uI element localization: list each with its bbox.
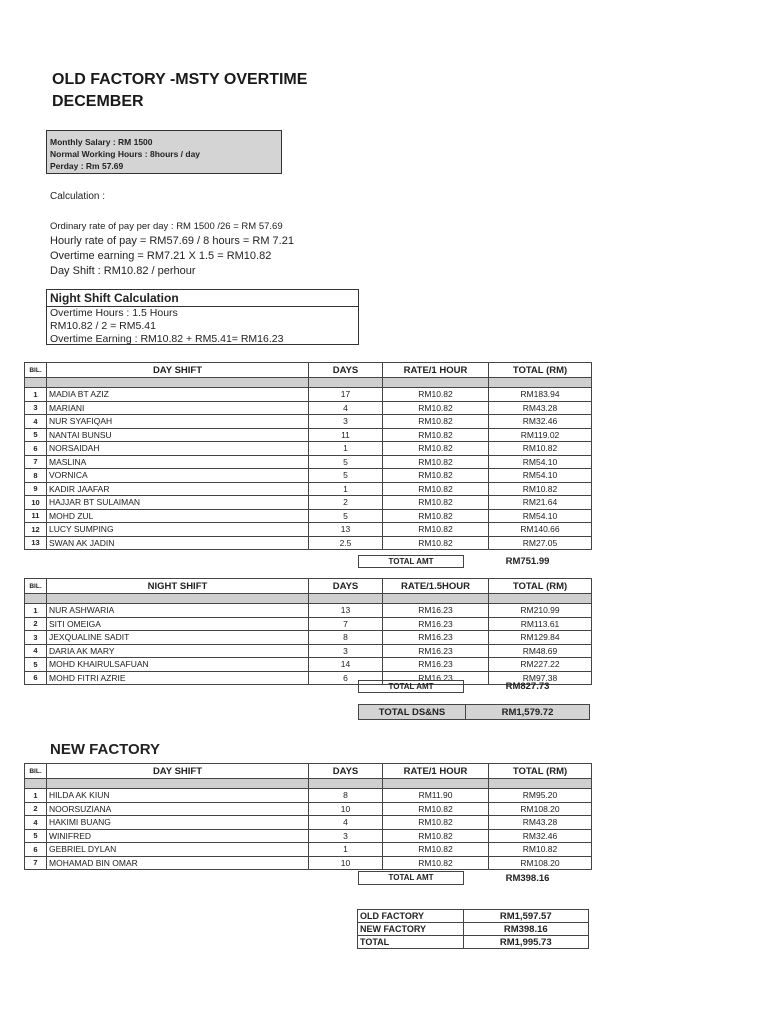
days-cell: 5: [309, 509, 383, 523]
name-cell: VORNICA: [47, 469, 309, 483]
total-ds-ns-value: RM1,579.72: [501, 706, 554, 718]
night-calc-line: Overtime Earning : RM10.82 + RM5.41= RM16.23: [50, 333, 284, 345]
salary-line: Normal Working Hours : 8hours / day: [50, 149, 201, 159]
summary-label: OLD FACTORY: [358, 910, 464, 923]
table-header-row: [25, 579, 592, 594]
rate-cell: RM10.82: [383, 401, 489, 415]
column-header: DAYS: [309, 579, 383, 594]
name-cell: LUCY SUMPING: [47, 523, 309, 537]
column-header: RATE/1 HOUR: [383, 764, 489, 779]
name-cell: HAKIMI BUANG: [47, 816, 309, 830]
rate-cell: RM10.82: [383, 415, 489, 429]
calc-line: Overtime earning = RM7.21 X 1.5 = RM10.82: [50, 250, 272, 262]
old-day-total-label: TOTAL AMT: [358, 555, 464, 568]
table-row: [25, 789, 592, 803]
table-row: [25, 469, 592, 483]
days-cell: 3: [309, 644, 383, 658]
rate-cell: RM10.82: [383, 843, 489, 857]
bil-cell: 11: [25, 509, 47, 523]
shade-cell: [25, 779, 47, 789]
days-cell: 3: [309, 415, 383, 429]
bil-cell: 4: [25, 816, 47, 830]
column-header: DAYS: [309, 363, 383, 378]
salary-line: Monthly Salary : RM 1500: [50, 137, 153, 147]
new-factory-total-value: RM398.16: [505, 873, 550, 884]
total-cell: RM10.82: [489, 843, 592, 857]
summary-value: RM1,597.57: [463, 910, 588, 923]
rate-cell: RM10.82: [383, 509, 489, 523]
bil-cell: 10: [25, 496, 47, 510]
total-cell: RM10.82: [489, 442, 592, 456]
total-cell: RM108.20: [489, 802, 592, 816]
name-cell: HILDA AK KIUN: [47, 789, 309, 803]
salary-info-box: [46, 130, 282, 174]
bil-cell: 6: [25, 843, 47, 857]
days-cell: 1: [309, 482, 383, 496]
old-night-shift-table: [24, 578, 592, 685]
rate-cell: RM16.23: [383, 631, 489, 645]
days-cell: 5: [309, 455, 383, 469]
column-header: TOTAL (RM): [489, 764, 592, 779]
total-cell: RM210.99: [489, 604, 592, 618]
total-cell: RM108.20: [489, 856, 592, 870]
bil-cell: 2: [25, 617, 47, 631]
total-cell: RM227.22: [489, 658, 592, 672]
shade-cell: [309, 594, 383, 604]
rate-cell: RM10.82: [383, 536, 489, 550]
calc-line: Ordinary rate of pay per day : RM 1500 /26 = RM 57.69: [50, 221, 283, 232]
days-cell: 2: [309, 496, 383, 510]
days-cell: 13: [309, 604, 383, 618]
bil-cell: 9: [25, 482, 47, 496]
new-factory-table: [24, 763, 592, 870]
name-cell: MOHAMAD BIN OMAR: [47, 856, 309, 870]
table-row: [25, 442, 592, 456]
title-line-2: DECEMBER: [52, 93, 144, 110]
days-cell: 1: [309, 442, 383, 456]
days-cell: 3: [309, 829, 383, 843]
rate-cell: RM10.82: [383, 816, 489, 830]
total-cell: RM54.10: [489, 469, 592, 483]
column-header: DAYS: [309, 764, 383, 779]
column-header: BIL.: [25, 579, 47, 594]
days-cell: 1: [309, 843, 383, 857]
total-cell: RM32.46: [489, 829, 592, 843]
table-row: [25, 509, 592, 523]
rate-cell: RM10.82: [383, 455, 489, 469]
total-cell: RM43.28: [489, 816, 592, 830]
name-cell: WINIFRED: [47, 829, 309, 843]
column-header: RATE/1 HOUR: [383, 363, 489, 378]
name-cell: NOORSUZIANA: [47, 802, 309, 816]
calculation-label: Calculation :: [50, 191, 106, 202]
old-day-total-value: RM751.99: [505, 556, 550, 567]
bil-cell: 1: [25, 789, 47, 803]
bil-cell: 2: [25, 802, 47, 816]
column-header: RATE/1.5HOUR: [383, 579, 489, 594]
total-cell: RM183.94: [489, 388, 592, 402]
name-cell: DARIA AK MARY: [47, 644, 309, 658]
table-row: [25, 644, 592, 658]
summary-value: RM1,995.73: [463, 936, 588, 949]
name-cell: JEXQUALINE SADIT: [47, 631, 309, 645]
rate-cell: RM10.82: [383, 469, 489, 483]
name-cell: MADIA BT AZIZ: [47, 388, 309, 402]
night-calc-line: RM10.82 / 2 = RM5.41: [50, 320, 156, 332]
name-cell: MOHD KHAIRULSAFUAN: [47, 658, 309, 672]
rate-cell: RM16.23: [383, 617, 489, 631]
total-cell: RM119.02: [489, 428, 592, 442]
bil-cell: 6: [25, 671, 47, 685]
table-row: [25, 604, 592, 618]
column-header: TOTAL (RM): [489, 579, 592, 594]
salary-line: Perday : Rm 57.69: [50, 161, 124, 171]
days-cell: 4: [309, 401, 383, 415]
shade-cell: [47, 779, 309, 789]
summary-row: [358, 923, 589, 936]
total-cell: RM32.46: [489, 415, 592, 429]
calculation-lines: [50, 219, 294, 279]
bil-cell: 8: [25, 469, 47, 483]
name-cell: KADIR JAAFAR: [47, 482, 309, 496]
table-row: [25, 523, 592, 537]
rate-cell: RM16.23: [383, 644, 489, 658]
table-row: [25, 496, 592, 510]
new-factory-total-label: TOTAL AMT: [358, 871, 464, 885]
shade-cell: [309, 378, 383, 388]
rate-cell: RM16.23: [383, 658, 489, 672]
name-cell: NUR ASHWARIA: [47, 604, 309, 618]
table-shade-row: [25, 779, 592, 789]
days-cell: 7: [309, 617, 383, 631]
bil-cell: 7: [25, 856, 47, 870]
table-row: [25, 401, 592, 415]
shade-cell: [489, 594, 592, 604]
calc-line: Day Shift : RM10.82 / perhour: [50, 265, 196, 277]
name-cell: MOHD ZUL: [47, 509, 309, 523]
total-cell: RM10.82: [489, 482, 592, 496]
bil-cell: 12: [25, 523, 47, 537]
bil-cell: 6: [25, 442, 47, 456]
bil-cell: 4: [25, 415, 47, 429]
bil-cell: 3: [25, 631, 47, 645]
calc-line: Hourly rate of pay = RM57.69 / 8 hours = RM 7.21: [50, 235, 294, 247]
total-cell: RM95.20: [489, 789, 592, 803]
rate-cell: RM10.82: [383, 428, 489, 442]
table-row: [25, 856, 592, 870]
days-cell: 8: [309, 789, 383, 803]
rate-cell: RM10.82: [383, 802, 489, 816]
table-row: [25, 843, 592, 857]
rate-cell: RM11.90: [383, 789, 489, 803]
shade-cell: [25, 378, 47, 388]
shade-cell: [309, 779, 383, 789]
table-shade-row: [25, 378, 592, 388]
summary-table: [357, 909, 589, 949]
summary-row: [358, 936, 589, 949]
total-ds-ns-row: [358, 704, 590, 720]
column-header: BIL.: [25, 363, 47, 378]
rate-cell: RM10.82: [383, 496, 489, 510]
shade-cell: [25, 594, 47, 604]
night-calc-title: Night Shift Calculation: [47, 290, 358, 307]
days-cell: 11: [309, 428, 383, 442]
shade-cell: [383, 594, 489, 604]
days-cell: 10: [309, 856, 383, 870]
table-row: [25, 482, 592, 496]
name-cell: NANTAI BUNSU: [47, 428, 309, 442]
night-calc-line: Overtime Hours : 1.5 Hours: [50, 307, 178, 319]
shade-cell: [383, 378, 489, 388]
column-header: TOTAL (RM): [489, 363, 592, 378]
old-day-shift-table: [24, 362, 592, 550]
days-cell: 4: [309, 816, 383, 830]
table-shade-row: [25, 594, 592, 604]
name-cell: SWAN AK JADIN: [47, 536, 309, 550]
name-cell: MOHD FITRI AZRIE: [47, 671, 309, 685]
table-row: [25, 415, 592, 429]
table-row: [25, 388, 592, 402]
total-cell: RM48.69: [489, 644, 592, 658]
table-row: [25, 536, 592, 550]
shade-cell: [489, 378, 592, 388]
summary-row: [358, 910, 589, 923]
rate-cell: RM16.23: [383, 671, 489, 685]
rate-cell: RM16.23: [383, 604, 489, 618]
bil-cell: 1: [25, 604, 47, 618]
days-cell: 6: [309, 671, 383, 685]
table-header-row: [25, 764, 592, 779]
bil-cell: 3: [25, 401, 47, 415]
rate-cell: RM10.82: [383, 388, 489, 402]
total-cell: RM97.38: [489, 671, 592, 685]
page-title: [52, 69, 307, 113]
old-night-total-value: RM827.73: [505, 681, 550, 692]
table-header-row: [25, 363, 592, 378]
days-cell: 5: [309, 469, 383, 483]
bil-cell: 4: [25, 644, 47, 658]
total-cell: RM113.61: [489, 617, 592, 631]
old-night-total-label: TOTAL AMT: [358, 680, 464, 693]
title-line-1: OLD FACTORY -MSTY OVERTIME: [52, 71, 308, 88]
column-header: NIGHT SHIFT: [47, 579, 309, 594]
table-row: [25, 816, 592, 830]
total-cell: RM43.28: [489, 401, 592, 415]
new-factory-title: NEW FACTORY: [50, 741, 161, 758]
bil-cell: 5: [25, 428, 47, 442]
rate-cell: RM10.82: [383, 523, 489, 537]
table-row: [25, 802, 592, 816]
column-header: DAY SHIFT: [47, 363, 309, 378]
night-shift-calc-box: [46, 289, 359, 345]
days-cell: 17: [309, 388, 383, 402]
rate-cell: RM10.82: [383, 442, 489, 456]
bil-cell: 13: [25, 536, 47, 550]
summary-value: RM398.16: [463, 923, 588, 936]
rate-cell: RM10.82: [383, 856, 489, 870]
summary-label: TOTAL: [358, 936, 464, 949]
name-cell: GEBRIEL DYLAN: [47, 843, 309, 857]
bil-cell: 5: [25, 829, 47, 843]
table-row: [25, 455, 592, 469]
bil-cell: 7: [25, 455, 47, 469]
total-cell: RM54.10: [489, 455, 592, 469]
table-row: [25, 631, 592, 645]
days-cell: 8: [309, 631, 383, 645]
total-ds-ns-label: TOTAL DS&NS: [359, 705, 466, 719]
summary-label: NEW FACTORY: [358, 923, 464, 936]
name-cell: SITI OMEIGA: [47, 617, 309, 631]
table-row: [25, 617, 592, 631]
column-header: DAY SHIFT: [47, 764, 309, 779]
days-cell: 2.5: [309, 536, 383, 550]
days-cell: 13: [309, 523, 383, 537]
table-row: [25, 658, 592, 672]
name-cell: MASLINA: [47, 455, 309, 469]
rate-cell: RM10.82: [383, 829, 489, 843]
name-cell: NORSAIDAH: [47, 442, 309, 456]
column-header: BIL.: [25, 764, 47, 779]
shade-cell: [489, 779, 592, 789]
total-cell: RM21.64: [489, 496, 592, 510]
total-cell: RM140.66: [489, 523, 592, 537]
days-cell: 10: [309, 802, 383, 816]
total-cell: RM54.10: [489, 509, 592, 523]
total-cell: RM129.84: [489, 631, 592, 645]
shade-cell: [383, 779, 489, 789]
rate-cell: RM10.82: [383, 482, 489, 496]
table-row: [25, 829, 592, 843]
shade-cell: [47, 378, 309, 388]
name-cell: NUR SYAFIQAH: [47, 415, 309, 429]
name-cell: HAJJAR BT SULAIMAN: [47, 496, 309, 510]
days-cell: 14: [309, 658, 383, 672]
table-row: [25, 428, 592, 442]
shade-cell: [47, 594, 309, 604]
total-cell: RM27.05: [489, 536, 592, 550]
bil-cell: 5: [25, 658, 47, 672]
bil-cell: 1: [25, 388, 47, 402]
name-cell: MARIANI: [47, 401, 309, 415]
